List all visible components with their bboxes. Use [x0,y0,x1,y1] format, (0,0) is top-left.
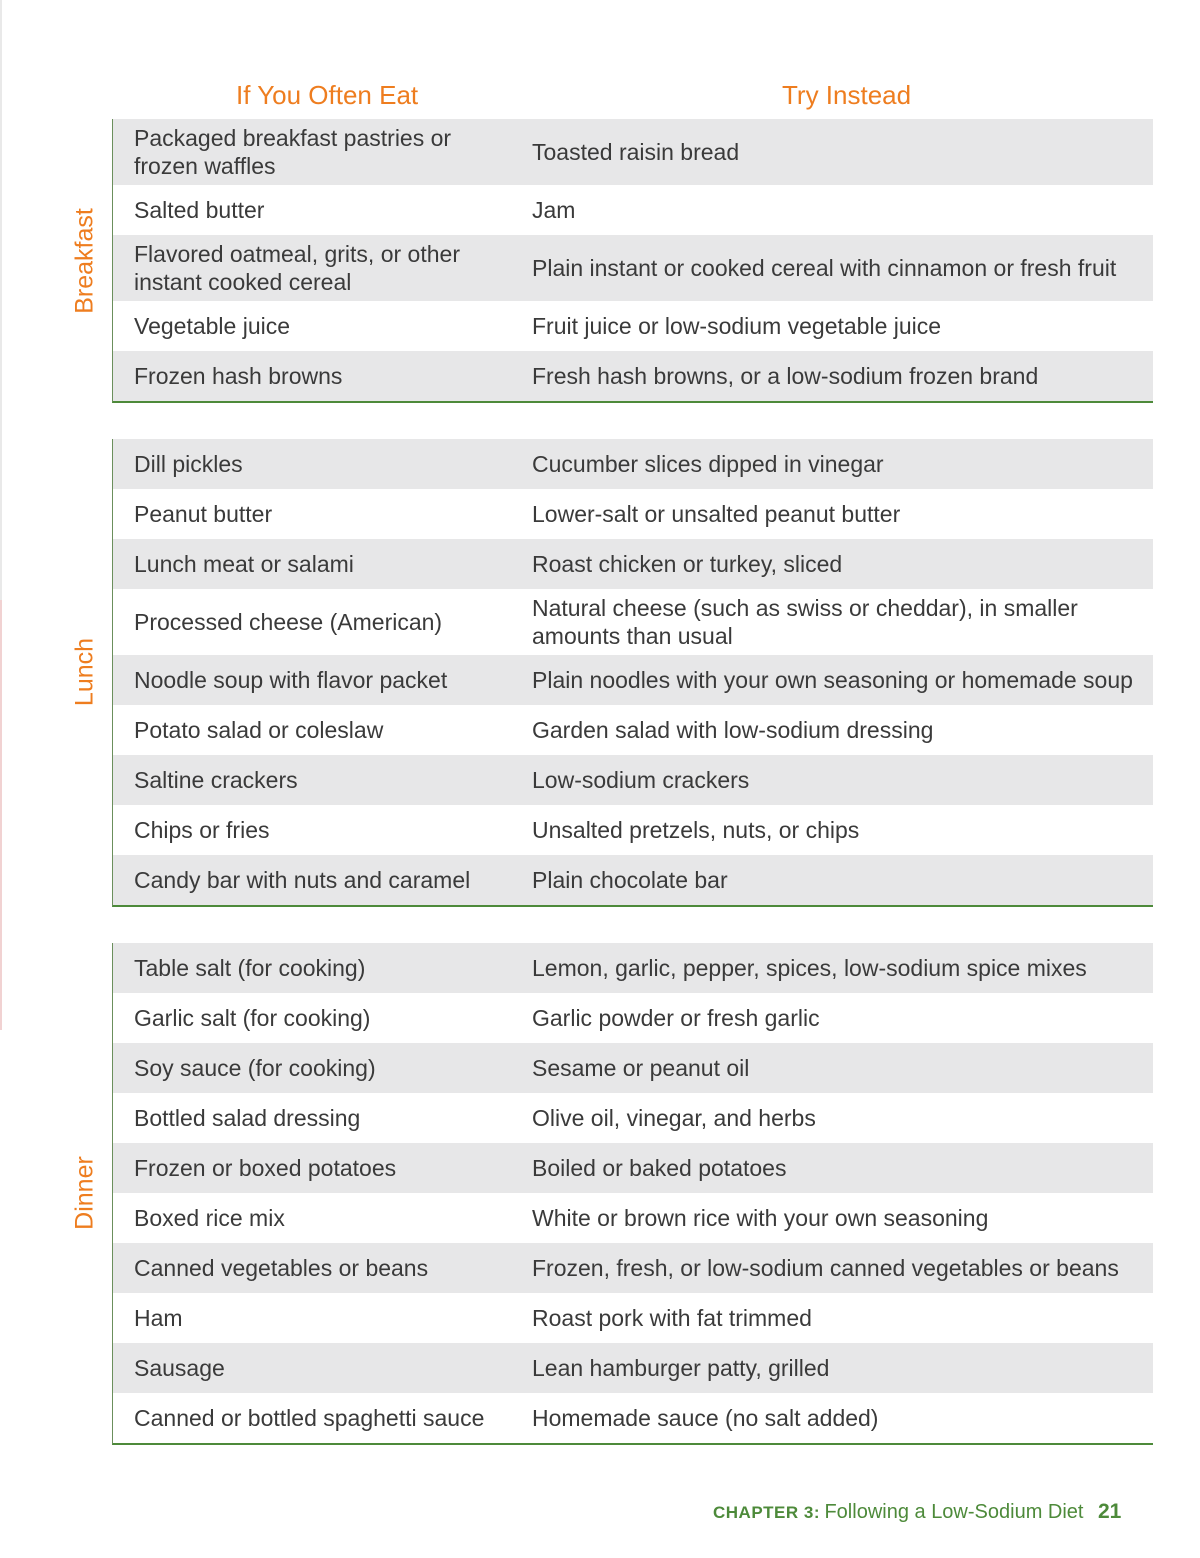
often-eat-cell: Potato salad or coleslaw [134,717,384,743]
try-instead-cell: Roast chicken or turkey, sliced [532,551,843,577]
section-label-lunch: Lunch [70,637,99,707]
try-instead-cell: Jam [532,197,576,223]
try-instead-cell: Plain instant or cooked cereal with cinnamon or fresh fruit [532,255,1117,281]
table-row [113,1393,1153,1443]
try-instead-cell: Homemade sauce (no salt added) [532,1405,879,1431]
try-instead-cell: Boiled or baked potatoes [532,1155,787,1181]
try-instead-cell: White or brown rice with your own seasoning [532,1205,989,1231]
often-eat-cell: Packaged breakfast pastries or frozen waffles [134,125,452,179]
table-row [113,119,1153,185]
try-instead-cell: Fresh hash browns, or a low-sodium frozen brand [532,363,1039,389]
try-instead-cell: Garlic powder or fresh garlic [532,1005,820,1031]
often-eat-cell: Frozen or boxed potatoes [134,1155,397,1181]
often-eat-cell: Chips or fries [134,817,270,843]
section-breakfast [112,119,1153,403]
try-instead-cell: Garden salad with low-sodium dressing [532,717,934,743]
try-instead-cell: Low-sodium crackers [532,767,750,793]
table-row [113,1143,1153,1193]
column-headers [0,80,1200,116]
often-eat-cell: Salted butter [134,197,265,223]
section-label-dinner: Dinner [70,1156,99,1230]
page-number: 21 [1097,1500,1122,1523]
table-row [113,993,1153,1043]
try-instead-cell: Roast pork with fat trimmed [532,1305,812,1331]
often-eat-cell: Peanut butter [134,501,273,527]
often-eat-cell: Boxed rice mix [134,1205,285,1231]
table-row [113,489,1153,539]
table-row [113,655,1153,705]
footer-chapter-title: Following a Low-Sodium Diet [824,1501,1084,1523]
table-row [113,943,1153,993]
table-row [113,1293,1153,1343]
often-eat-cell: Canned or bottled spaghetti sauce [134,1405,485,1431]
table-row [113,1243,1153,1293]
often-eat-cell: Flavored oatmeal, grits, or other instant cooked cereal [134,241,460,295]
footer-chapter: CHAPTER 3: [713,1503,821,1522]
table-row [113,1043,1153,1093]
often-eat-cell: Lunch meat or salami [134,551,354,577]
often-eat-cell: Frozen hash browns [134,363,343,389]
often-eat-cell: Table salt (for cooking) [134,955,366,981]
often-eat-cell: Saltine crackers [134,767,298,793]
try-instead-cell: Toasted raisin bread [532,139,740,165]
table-row [113,351,1153,401]
table-row [113,805,1153,855]
often-eat-cell: Canned vegetables or beans [134,1255,429,1281]
try-instead-cell: Olive oil, vinegar, and herbs [532,1105,816,1131]
header-try-instead: Try Instead [782,80,912,110]
table-row [113,755,1153,805]
section-label-breakfast: Breakfast [70,208,99,314]
try-instead-cell: Unsalted pretzels, nuts, or chips [532,817,860,843]
often-eat-cell: Processed cheese (American) [134,609,443,635]
page-footer [713,1500,1133,1530]
table-row [113,539,1153,589]
often-eat-cell: Sausage [134,1355,225,1381]
header-often-eat: If You Often Eat [236,80,419,110]
try-instead-cell: Plain noodles with your own seasoning or homemade soup [532,667,1133,693]
table-row [113,439,1153,489]
table-row [113,589,1153,655]
often-eat-cell: Candy bar with nuts and caramel [134,867,471,893]
often-eat-cell: Bottled salad dressing [134,1105,361,1131]
table-row [113,235,1153,301]
section-dinner [112,943,1153,1445]
try-instead-cell: Sesame or peanut oil [532,1055,750,1081]
section-lunch [112,439,1153,907]
table-row [113,1343,1153,1393]
try-instead-cell: Lean hamburger patty, grilled [532,1355,830,1381]
page-edge-strip [0,0,2,1558]
try-instead-cell: Fruit juice or low-sodium vegetable juice [532,313,942,339]
table-row [113,1193,1153,1243]
table-row [113,1093,1153,1143]
often-eat-cell: Ham [134,1305,183,1331]
often-eat-cell: Dill pickles [134,451,243,477]
try-instead-cell: Lower-salt or unsalted peanut butter [532,501,901,527]
often-eat-cell: Vegetable juice [134,313,291,339]
often-eat-cell: Noodle soup with flavor packet [134,667,448,693]
table-row [113,301,1153,351]
try-instead-cell: Natural cheese (such as swiss or cheddar), in smaller amounts than usual [532,595,1078,649]
try-instead-cell: Plain chocolate bar [532,867,728,893]
try-instead-cell: Cucumber slices dipped in vinegar [532,451,884,477]
table-row [113,855,1153,905]
table-row [113,185,1153,235]
try-instead-cell: Frozen, fresh, or low-sodium canned vegetables or beans [532,1255,1119,1281]
try-instead-cell: Lemon, garlic, pepper, spices, low-sodium spice mixes [532,955,1087,981]
table-row [113,705,1153,755]
often-eat-cell: Garlic salt (for cooking) [134,1005,371,1031]
often-eat-cell: Soy sauce (for cooking) [134,1055,376,1081]
